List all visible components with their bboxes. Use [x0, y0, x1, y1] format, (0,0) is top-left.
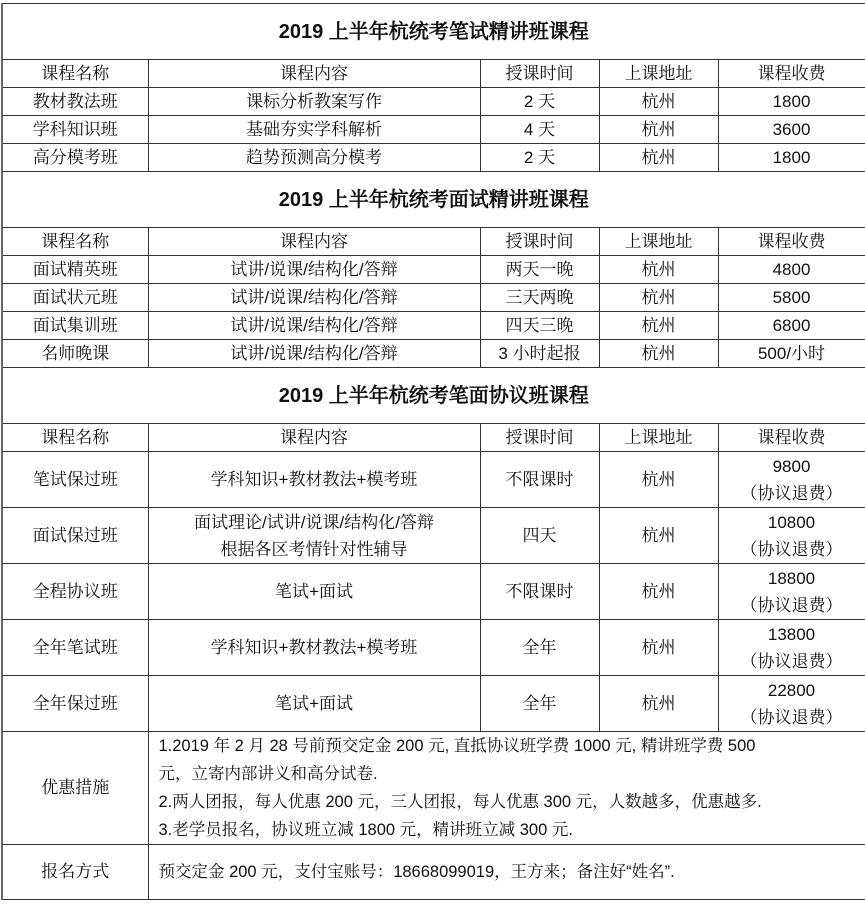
course-fee — [718, 256, 865, 284]
column-header: 课程收费 — [718, 424, 865, 452]
course-content — [148, 88, 480, 116]
promo-line: 1.2019 年 2 月 28 号前预交定金 200 元, 直抵协议班学费 1000 元, 精讲班学费 500 — [158, 737, 756, 755]
promo-text — [148, 732, 865, 845]
course-time: 四天三晚 — [480, 312, 599, 340]
table-row — [2, 116, 865, 144]
course-time: 4 天 — [480, 116, 599, 144]
course-content — [148, 452, 480, 508]
section-title: 2019 上半年杭统考笔试精讲班课程 — [2, 4, 865, 60]
course-fee-line: （协议退费） — [740, 539, 843, 559]
course-time: 2 天 — [480, 88, 599, 116]
course-name: 面试保过班 — [2, 508, 148, 564]
course-content — [148, 256, 480, 284]
course-fee — [718, 116, 865, 144]
column-header: 授课时间 — [480, 424, 599, 452]
column-header: 课程名称 — [2, 228, 148, 256]
section-title-row — [2, 4, 865, 60]
course-fee-line: （协议退费） — [740, 483, 843, 503]
course-time: 四天 — [480, 508, 599, 564]
course-content — [148, 564, 480, 620]
column-header: 上课地址 — [599, 424, 718, 452]
promo-line: 3.老学员报名，协议班立减 1800 元，精讲班立减 300 元. — [158, 821, 573, 839]
column-header-row — [2, 60, 865, 88]
course-place: 杭州 — [599, 312, 718, 340]
course-content-line: 试讲/说课/结构化/答辩 — [230, 343, 398, 363]
course-fee-line: 9800 — [772, 456, 811, 476]
course-time: 两天一晚 — [480, 256, 599, 284]
column-header: 课程内容 — [148, 60, 480, 88]
table-row — [2, 676, 865, 732]
column-header: 课程收费 — [718, 60, 865, 88]
course-name: 全年保过班 — [2, 676, 148, 732]
course-place: 杭州 — [599, 144, 718, 172]
column-header: 上课地址 — [599, 60, 718, 88]
course-content-line: 试讲/说课/结构化/答辩 — [230, 259, 398, 279]
course-fee — [718, 508, 865, 564]
course-content-line: 根据各区考情针对性辅导 — [220, 539, 408, 559]
course-time: 不限课时 — [480, 564, 599, 620]
course-fee-line: （协议退费） — [740, 595, 843, 615]
course-schedule-table — [1, 3, 865, 900]
column-header: 课程名称 — [2, 424, 148, 452]
course-content — [148, 116, 480, 144]
course-fee-line: 5800 — [772, 287, 811, 307]
table-row — [2, 340, 865, 368]
table-row — [2, 284, 865, 312]
column-header: 课程内容 — [148, 424, 480, 452]
course-time: 全年 — [480, 676, 599, 732]
course-content — [148, 312, 480, 340]
course-content-line: 课标分析教案写作 — [246, 91, 382, 111]
course-fee-line: 6800 — [772, 315, 811, 335]
course-fee — [718, 144, 865, 172]
column-header-row — [2, 228, 865, 256]
section-title: 2019 上半年杭统考面试精讲班课程 — [2, 172, 865, 228]
course-place: 杭州 — [599, 116, 718, 144]
course-fee — [718, 452, 865, 508]
course-time: 3 小时起报 — [480, 340, 599, 368]
course-fee-line: （协议退费） — [740, 707, 843, 727]
table-row — [2, 88, 865, 116]
course-content-line: 笔试+面试 — [275, 582, 353, 601]
course-fee — [718, 676, 865, 732]
course-name: 名师晚课 — [2, 340, 148, 368]
course-fee — [718, 88, 865, 116]
course-content — [148, 676, 480, 732]
course-content — [148, 508, 480, 564]
table-row — [2, 564, 865, 620]
table-row — [2, 620, 865, 676]
table-row — [2, 256, 865, 284]
course-content — [148, 620, 480, 676]
course-fee — [718, 312, 865, 340]
course-place: 杭州 — [599, 340, 718, 368]
course-fee-line: 13800 — [767, 624, 816, 644]
course-fee-line: 22800 — [767, 680, 816, 700]
promo-label: 优惠措施 — [2, 732, 148, 845]
course-name: 面试状元班 — [2, 284, 148, 312]
course-fee — [718, 284, 865, 312]
course-fee-line: 3600 — [772, 119, 811, 139]
course-name: 面试集训班 — [2, 312, 148, 340]
signup-label: 报名方式 — [2, 845, 148, 900]
course-fee-line: 500/小时 — [757, 343, 826, 363]
course-name: 高分模考班 — [2, 144, 148, 172]
course-content-line: 趋势预测高分模考 — [246, 147, 382, 167]
course-place: 杭州 — [599, 508, 718, 564]
course-place: 杭州 — [599, 452, 718, 508]
column-header: 课程内容 — [148, 228, 480, 256]
course-fee-line: 1800 — [772, 147, 811, 167]
column-header: 上课地址 — [599, 228, 718, 256]
column-header: 授课时间 — [480, 228, 599, 256]
course-content — [148, 340, 480, 368]
signup-text: 预交定金 200 元，支付宝账号：18668099019，王方来；备注好“姓名”. — [148, 845, 865, 900]
table-row — [2, 452, 865, 508]
column-header: 授课时间 — [480, 60, 599, 88]
course-place: 杭州 — [599, 256, 718, 284]
signup-row — [2, 845, 865, 900]
section-title-row — [2, 368, 865, 424]
course-content — [148, 144, 480, 172]
course-time: 不限课时 — [480, 452, 599, 508]
table-row — [2, 144, 865, 172]
course-fee-line: （协议退费） — [740, 651, 843, 671]
course-place: 杭州 — [599, 88, 718, 116]
course-content-line: 试讲/说课/结构化/答辩 — [230, 315, 398, 335]
course-time: 三天两晚 — [480, 284, 599, 312]
column-header-row — [2, 424, 865, 452]
course-content-line: 基础夯实学科解析 — [246, 119, 382, 139]
course-name: 全年笔试班 — [2, 620, 148, 676]
course-place: 杭州 — [599, 284, 718, 312]
section-title-row — [2, 172, 865, 228]
course-fee-line: 1800 — [772, 91, 811, 111]
course-name: 笔试保过班 — [2, 452, 148, 508]
section-title: 2019 上半年杭统考笔面协议班课程 — [2, 368, 865, 424]
course-place: 杭州 — [599, 676, 718, 732]
course-name: 学科知识班 — [2, 116, 148, 144]
course-content-line: 试讲/说课/结构化/答辩 — [230, 287, 398, 307]
column-header: 课程收费 — [718, 228, 865, 256]
course-fee-line: 10800 — [767, 512, 816, 532]
promo-line: 2.两人团报，每人优惠 200 元，三人团报，每人优惠 300 元，人数越多，优惠越多. — [158, 793, 762, 811]
promo-line: 元，立寄内部讲义和高分试卷. — [158, 765, 378, 783]
course-place: 杭州 — [599, 564, 718, 620]
table-row — [2, 312, 865, 340]
course-fee-line: 4800 — [772, 259, 811, 279]
table-row — [2, 508, 865, 564]
course-time: 全年 — [480, 620, 599, 676]
column-header: 课程名称 — [2, 60, 148, 88]
course-content — [148, 284, 480, 312]
course-fee-line: 18800 — [767, 568, 816, 588]
course-time: 2 天 — [480, 144, 599, 172]
promo-row — [2, 732, 865, 845]
course-content-line: 面试理论/试讲/说课/结构化/答辩 — [194, 512, 434, 532]
course-content-line: 笔试+面试 — [275, 694, 353, 713]
course-name: 教材教法班 — [2, 88, 148, 116]
course-fee — [718, 340, 865, 368]
course-content-line: 学科知识+教材教法+模考班 — [210, 638, 418, 657]
course-place: 杭州 — [599, 620, 718, 676]
course-name: 面试精英班 — [2, 256, 148, 284]
course-name: 全程协议班 — [2, 564, 148, 620]
course-fee — [718, 564, 865, 620]
course-content-line: 学科知识+教材教法+模考班 — [210, 470, 418, 489]
course-fee — [718, 620, 865, 676]
